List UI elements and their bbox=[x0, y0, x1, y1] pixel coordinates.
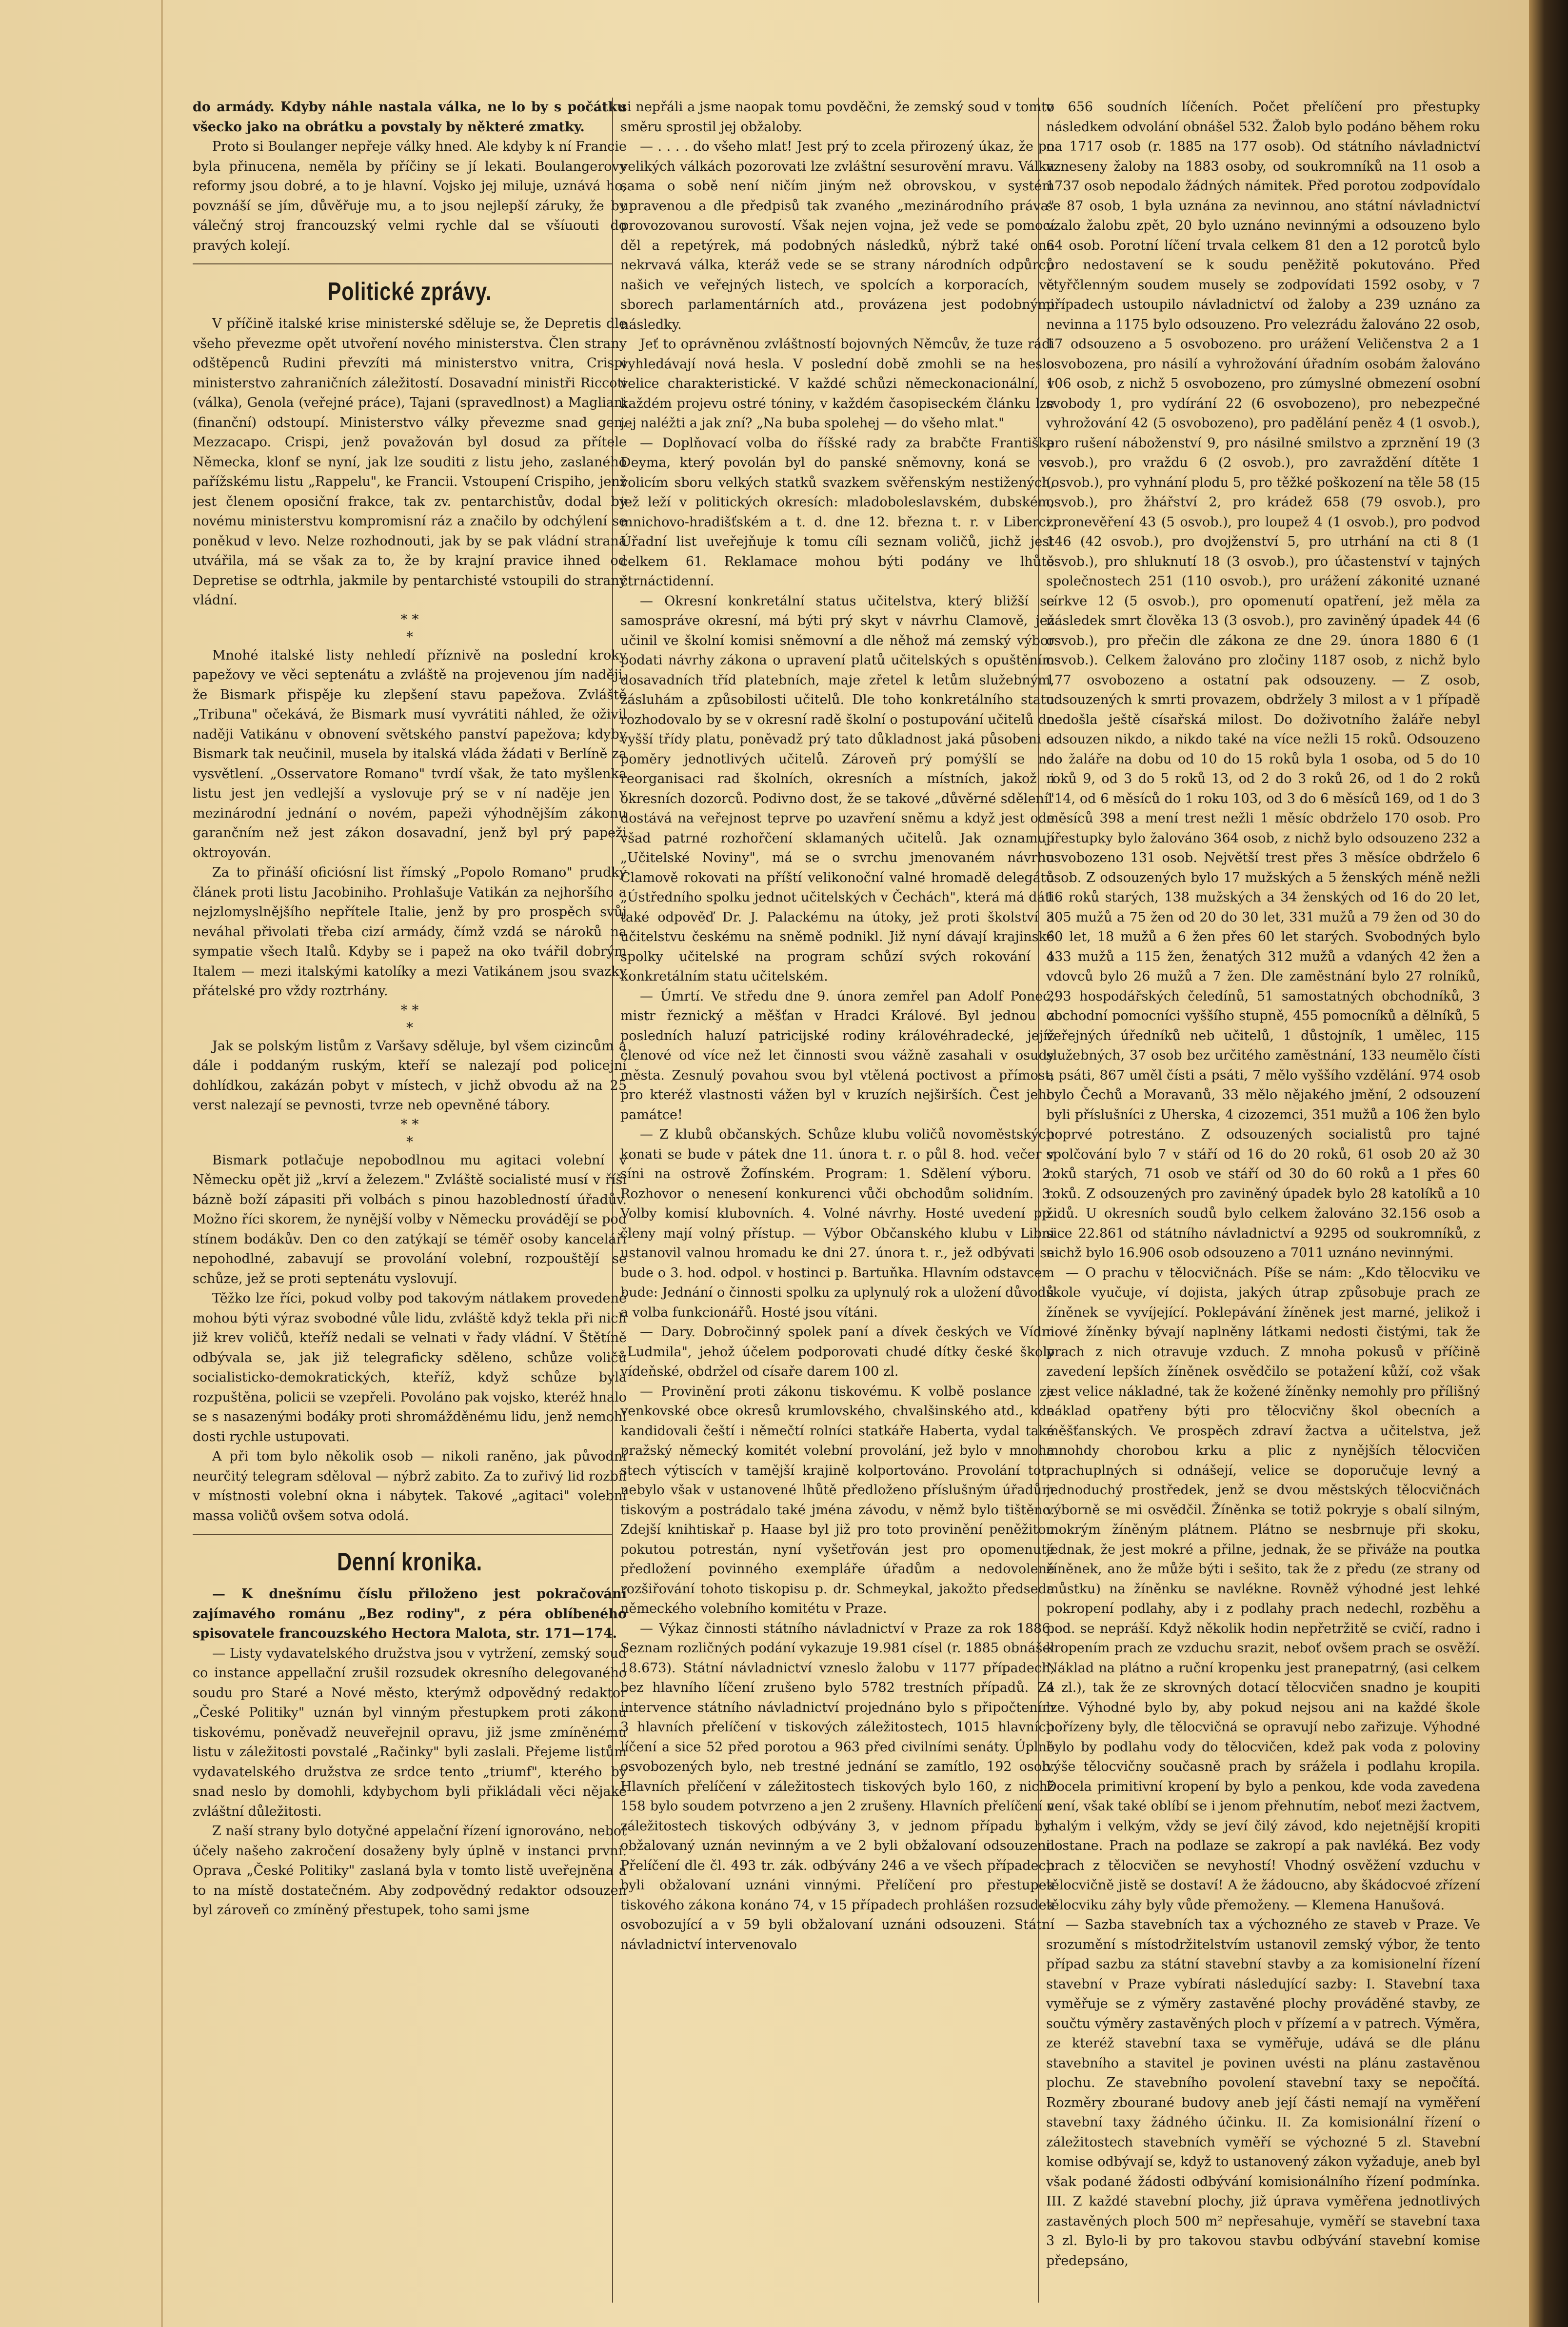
paragraph: A při tom bylo několik osob — nikoli raněno, jak původní neurčitý telegram sděloval — nýbrž zabito. Za to zuřivý lid rozbil v místnosti volební okna i nábytek. Takové „agitaci" volební massa voličů ovšem sotva odolá. bbox=[193, 1449, 627, 1524]
paragraph: V příčině italské krise ministerské sděluje se, že Depretis dle všeho převezme opět utvoření nového ministerstva. Člen strany odštěpenců Rudini převzíti má ministerstvo vnitra, Crispi ministerstvo zahraničních záležitostí. Dosavadní ministři Riccoti (válka), Genola (veřejné práce), Tajani (spravedlnost) a Magliani (finanční) odstoupí. Ministerstvo války převezme snad gen. Mezzacapo. Crispi, jenž považován byl dosud za přítele Německa, klonf se nyní, jak lze souditi z listu jeho, zaslaného pařížskému listu „Rappelu", ke Francii. Vstoupení Crispiho, jenž jest členem oposiční frakce, tak zv. pentarchistův, dodal by novému ministerstvu kompromisní ráz a značilo by odchýlení se poněkud v levo. Nelze rozhodnouti, jak by se pak vládní strana utvářila, má se však za to, že by krajní pravice ihned od Depretise se odtrhla, jakmile by pentarchisté vstoupili do strany vládní. bbox=[193, 316, 627, 608]
paragraph: Proto si Boulanger nepřeje války hned. Ale kdyby k ní Francie byla přinucena, neměla by příčiny se jí lekati. Boulangerovy reformy jsou dobré, a to je hlavní. Vojsko jej miluje, uznává ho, povznáší se jím, důvěřuje mu, a to jsou nejlepší záruky, že by válečný stroj francouzský velmi rychle dal se všíuouti do pravých kolejí. bbox=[193, 139, 627, 253]
paragraph: Z naší strany bylo dotyčné appelační řízení ignorováno, neboť účely našeho zakročení dosaženy byly úplně v instanci první. Oprava „České Politiky" zaslaná byla v tomto listě uveřejněna a to na místě dostatečném. Aby zodpovědný redaktor odsouzen byl zároveň co zmíněný přestupek, toho sami jsme bbox=[193, 1824, 627, 1918]
paragraph: Těžko lze říci, pokud volby pod takovým nátlakem provedené mohou býti výraz svobodné vůle lidu, zvláště když tekla při nich již krev voličů, kteříž nedali se velnati v řady vládní. V Štětíně odbývala se, jak již telegraficky sděleno, schůze voličů socialisticko-demokratických, kteříž, když schůze byla rozpuštěna, policii se vzepřeli. Povoláno pak vojsko, kteréž hnalo se s nasazenými bodáky proti shromážděnému lidu, jenž nemohl dosti rychle ustupovati. bbox=[193, 1291, 627, 1444]
paragraph: — Okresní konkretální status učitelstva, který bližší se samospráve okresní, má býti prý skyt v návrhu Clamově, jež učinil ve školní komisi sněmovní a dle něhož má zemský výbor podati návrhy zákona o upravení platů učitelských s opuštěním dosavadních tříd platebních, maje zřetel k letům služebným, zásluhám a způsobilosti učitelů. Dle toho konkretálního statu rozhodovalo by se v okresní radě školní o postupování učitelů do vyšší třídy platu, poněvadž prý tato důkladnost jaká působeni a poměry jednotlivých učitelů. Zároveň prý pomýšlí se na reorganisaci rad školních, okresních a místních, jakož i okresních dozorců. Podivno dost, že se takové „důvěrné sdělení" dostává na veřejnost teprve po uzavření sněmu a když jest ode všad patrné rozhořčení sklamaných učitelů. Jak oznamují „Učitelské Noviny", má se o svrchu jmenovaném návrhu Clamově rokovati na příští velikonoční valné hromadě delegátů „Ústředního spolku jednot učitelských v Čechách", která má dáti také odpověď Dr. J. Palackému na útoky, jež proti školství a učitelstvu českému na sněmě podnikl. Již nyní dávají krajinské spolky učitelské na program schůzí svých rokování o konkretálním statu učitelském. bbox=[620, 593, 1054, 984]
paragraph: — Výkaz činnosti státního návladnictví v Praze za rok 1886. Seznam rozličných podání vykazuje 19.981 císel (r. 1885 obnášel 18.673). Státní návladnictví vzneslo žalobu v 1177 případech, bez hlavního líčení zrušeno bylo 5782 trestních případů. Za intervence státního návladnictví projednáno bylo s připočtením 3 hlavních přelíčení v tiskových záležitostech, 1015 hlavních líčení a sice 52 před porotou a 963 před civilními senáty. Úplně osvobozených bylo, neb trestné jednání se zamítlo, 192 osob. Hlavních přelíčení v záležitostech tiskových bylo 160, z nichž 158 bylo soudem potvrzeno a jen 2 zrušeny. Hlavních přelíčení v záležitostech tiskových odbývány 3, v jednom případu byl obžalovaný uznán nevinným a ve 2 byli obžalovaní odsouzeni. Přelíčení dle čl. 493 tr. zák. odbývány 246 a ve všech případech byli obžalovaní uznáni vinnými. Přelíčení pro přestupek tiskového zákona konáno 74, v 15 případech prohlášen rozsudek osvobozující a v 59 byli obžalovaní uznáni odsouzeni. Státní návladnictví intervenovalo bbox=[620, 1621, 1054, 1952]
separator bbox=[193, 263, 612, 264]
paragraph: — Sazba stavebních tax a výchozného ze staveb v Praze. Ve srozumění s místodržitelstvím ustanovil zemský výbor, že tento případ sazbu za státní stavební stavby a za komisionelní řízení stavební v Praze vybírati následující sazby: I. Stavební taxa vyměřuje se z výměry zastavěné plochy prováděné stavby, ze součtu výměry zastavěných ploch v přízemí a v patrech. Výměra, ze kteréž stavební taxa se vyměřuje, udává se dle plánu stavebního a stavitel je povinen uvésti na plánu zastavěnou plochu. Ze stavebního povolení stavební taxy se nepočítá. Rozměry zbourané budovy aneb její části nemají na vyměření stavební taxy žádného účinku. II. Za komisionální řízení o záležitostech stavebních vyměří se výchozné 5 zl. Stavební komise odbývají se, když to ustanovený zákon vyžaduje, aneb byl však podané žádosti odbývání komisionálního řízení podmínka. III. Z každé stavební plochy, již úprava vyměřena jednotlivých zastavěných ploch 500 m² nepřesahuje, vyměří se stavební taxa 3 zl. Bylo-li by pro takovou stavbu odbývání stavební komise předepsáno, bbox=[1046, 1917, 1480, 2268]
paragraph: Bismark potlačuje nepobodlnou mu agitaci volební v Německu opět již „krví a železem." Zvláště socialisté musí v říši bázně boží zápasiti při volbách s pinou hazobledností úřadův. Možno říci skorem, že nynější volby v Německu provádějí se pod stínem bodákův. Den co den zatýkají se téměř osoby kanceláři nepohodlné, zabavují se provolání volební, rozpouštějí se schůze, jež se proti septenátu vyslovují. bbox=[193, 1152, 627, 1286]
paragraph: si nepřáli a jsme naopak tomu povděčni, že zemský soud v tomto směru sprostil jej obžaloby. bbox=[620, 100, 1054, 135]
paragraph: — Úmrtí. Ve středu dne 9. února zemřel pan Adolf Ponec, mistr řeznický a měšťan v Hradci Králové. Byl jednou z posledních haluzí patricijské rodiny královéhradecké, jejíž členové od více než let činnosti svou vážně zasahali v osudy města. Zesnulý povahou svou byl vtělená poctivost a přímost, pro kteréž vlastnosti vážen byl v kruzích nejširších. Čest jeho památce! bbox=[620, 988, 1054, 1123]
asterism: * * * bbox=[400, 611, 419, 645]
paragraph: — . . . . do všeho mlat! Jest prý to zcela přirozený úkaz, že po velikých válkách pozorovati lze zvláštní sesurovění mravu. Válka sama o sobě není ničím jiným než obrovskou, v systém upravenou a dle předpisů tak zvaného „mezinárodního práva" provozovanou surovostí. Však nejen vojna, jež vede se pomocí děl a repetýrek, má podobných následků, nýbrž také ona nekrvavá válka, kteráž vede se se strany národních odpůrců našich ve veřejných listech, ve spolcích a korporacích, ve sborech parlamentárních atd., provázena jest podobnými následky. bbox=[620, 139, 1054, 332]
paragraph: Mnohé italské listy nehledí příznivě na poslední kroky papežovy ve věci septenátu a zvláště na projevenou jím naději, že Bismark přispěje ku zlepšení stavu papežova. Zvláště „Tribuna" očekává, že Bismark musí vyvrátiti náhled, že oživil naději Vatikánu v obnovení světského panství papežova; kdyby Bismark tak neučinil, musela by italská vláda žádati v Berlíně za vysvětlení. „Osservatore Romano" tvrdí však, že tato myšlenka listu jest jen vedlejší a vyslovuje prý se v ní naděje jen v mezinárodní jednání o novém, papeži výhodnějším zákonu garančním než jest zákon dosavadní, jenž byl prý papeži oktroyován. bbox=[193, 647, 627, 861]
asterism: * * * bbox=[400, 1116, 419, 1150]
column-3 bbox=[1046, 98, 1480, 2293]
paragraph: — Provinění proti zákonu tiskovému. K volbě poslance za venkovské obce okresů krumlovského, chvalšinského atd., kde kandidovali čeští i němečtí rolníci statkáře Haberta, vydal také pražský německý komitét volební provolání, jež bylo v mnoha stech výtiscích v tamější krajině kolportováno. Provolání toto nebylo však v ustanovené lhůtě předloženo příslušným úřadům tiskovým a postrádalo také jména závodu, v němž bylo tištěno. Zdejší knihtiskař p. Haase byl již pro toto provinění peněžitou pokutou potrestán, nyní vyšetřován jest pro opomenuté předložení povinného exempláře úřadům a nedovolené rozšiřování tohoto tiskopisu p. dr. Schmeykal, jakožto předseda německého volebního komitétu v Praze. bbox=[620, 1384, 1054, 1616]
paragraph: — K dnešnímu číslu přiloženo jest pokračování zajímavého románu „Bez rodiny", z péra oblíbeného spisovatele francouzského Hectora Malota, str. 171—174. bbox=[193, 1586, 627, 1641]
section-heading-denni-kronika: Denní kronika. bbox=[337, 1548, 482, 1576]
paragraph: Za to přináší oficiósní list římský „Popolo Romano" prudký článek proti listu Jacobiniho. Prohlašuje Vatikán za nejhoršího a nejzlomyslnějšího nepřítele Italie, jenž by pro prospěch svůj neváhal přivolati třeba cizí armády, čímž vzdá se nároků na sympatie všech Italů. Kdyby se i papež na oko tvářil dobrým Italem — mezi italskými katolíky a mezi Vatikánem jsou svazky přátelské pro vždy roztrhány. bbox=[193, 865, 627, 999]
paragraph: — Dary. Dobročinný spolek paní a dívek českých ve Vídni „Ludmila", jehož účelem podporovati chudé dítky české školy vídeňské, obdržel od císaře darem 100 zl. bbox=[620, 1324, 1054, 1379]
paragraph: — Doplňovací volba do říšské rady za brabčte Františka Deyma, který povolán byl do panské sněmovny, koná se ve volicím sboru velkých statků svazkem svěřenským nestižených, jež leží v politických okresích: mladoboleslavském, dubském, mnichovo-hradišťském a t. d. dne 12. března t. r. v Liberci. Úřadní list uveřejňuje k tomu cíli seznam voličů, jichž jest celkem 61. Reklamace mohou býti podány ve lhůtě čtrnáctidenní. bbox=[620, 435, 1054, 589]
section-heading-politicke-zpravy: Politické zprávy. bbox=[327, 278, 492, 306]
paragraph: Jeť to oprávněnou zvláštností bojovných Němcův, že tuze rádi vyhledávají nová hesla. V poslední době zmohli se na heslo velice charakteristické. V každé schůzi německonacionální, v každém projevu ostré tóniny, v každém časopiseckém článku lze jej naléžti a jak zní? „Na buba spolehej — do všeho mlat." bbox=[620, 337, 1054, 431]
page-margin-line bbox=[161, 0, 163, 2327]
paragraph: — Z klubů občanských. Schůze klubu voličů novoměstských konati se bude v pátek dne 11. února t. r. o půl 8. hod. večer v síni na ostrově Žofínském. Program: 1. Sdělení výboru. 2. Rozhovor o nenesení konkurenci vůči obchodům solidním. 3. Volby komisí klubovních. 4. Volné návrhy. Hosté uvedení pp. členy mají volný přístup. — Výbor Občanského klubu v Libni ustanovil valnou hromadu ke dni 27. února t. r., jež odbývati se bude o 3. hod. odpol. v hostinci p. Bartuňka. Hlavním odstavcem bude: Jednání o činnosti spolku za uplynulý rok a uložení důvodů a volba funkcionářů. Hosté jsou vítáni. bbox=[620, 1127, 1054, 1320]
column-2 bbox=[620, 98, 1054, 2293]
asterism: * * * bbox=[400, 1002, 419, 1036]
paragraph: do armády. Kdyby náhle nastala válka, ne lo by s počátku všecko jako na obrátku a povstaly by některé zmatky. bbox=[193, 100, 627, 135]
column-1 bbox=[193, 98, 627, 2293]
paragraph: — Listy vydavatelského družstva jsou v vytržení, zemský soud co instance appellační zrušil rozsudek okresního delegovaného soudu pro Staré a Nové město, kterýmž odpovědný redaktor „České Politiky" uznán byl vinným přestupkem proti zákonu tiskovému, poněvadž neuveřejnil opravu, již jsme zmíněnému listu v záležitosti povstalé „Račinky" byli zaslali. Přejeme listům vydavatelského družstva ze srdce tento „triumf", kterého by snad neslo by domohli, kdybychom byli přikládali věci nějaké zvláštní důležitosti. bbox=[193, 1645, 627, 1819]
separator bbox=[193, 1534, 612, 1535]
paragraph: Jak se polským listům z Varšavy sděluje, byl všem cizincům a dále i poddaným ruským, kteří se nalezají pod policejní dohlídkou, zakázán pobyt v místech, v jichž obvodu až na 25 verst nalezají se pevnosti, tvrze neb opevněné tábory. bbox=[193, 1038, 627, 1113]
paragraph: — O prachu v tělocvičnách. Píše se nám: „Kdo tělocviku ve škole vyučuje, ví dojista, jakých útrap způsobuje prach ze žíněnek se vyvíjející. Poklepávání žíněnek jest marné, jelikož i nové žíněnky bývají naplněny látkami nedosti čistými, tak že prach z nich otravuje vzduch. Z mnoha pokusů v příčině zavedení lepších žíněnek osvědčilo se potažení kůží, což však jest velice nákladné, tak že kožené žíněnky nemohly pro přílišný náklad opatřeny býti pro tělocvičny škol obecních a měšťanských. Ve prospěch zdraví žactva a učitelstva, jež mnohdy chorobou krku a plic z nynějších tělocvičen prachuplných si odnášejí, velice se doporučuje levný a jednoduchý prostředek, jenž se dvou městských tělocvičnách výborně se mi osvědčil. Žíněnka se totiž pokryje s obalí silným, mokrým žíněným plátnem. Plátno se nesbrnuje při skoku, jednak, že jest mokré a přilne, jednak, že se přiváže na poutka žíněnek, ano že může býti i sešito, tak že z předu (ze strany od můstku) na žíněnku se navlékne. Rovněž výhodné jest lehké pokropení podlahy, aby i z podlahy prach nedechl, rozběhu a pod. se nepráší. Když několik hodin nepřetržitě se cvičí, radno i kropením prach ze vzduchu srazit, neboť ovšem prach se osvěží. Náklad na plátno a ruční kropenku jest pranepatrný, (asi celkem 4 zl.), tak že ze skrovných dotací tělocvičen snadno je koupiti lze. Výhodné bylo by, aby pokud nejsou ani na každé škole pořízeny byly, dle tělocvičná se opravují nebo zařizuje. Výhodné bylo by podlahu vody do tělocvičen, kdež pak voda z poloviny výše tělocvičny současně prach by srážela i podlahu kropila. Docela primitivní kropení by bylo a penkou, kde voda zavedena není, však také oblíbí se i jenom přehnutím, neboť mezi žactvem, malým i velkým, vždy se jeví čilý závod, kdo nejetnější kropiti dostane. Prach na podlaze se zakropí a pak navléká. Bez vody prach z tělocvičen se nevyhostí! Vhodný osvěžení vzduchu v tělocvičně jistě se dostaví! A že žádoucno, aby škádocvoé zřízení tělocviku záhy byly vůde přemoženy. — Klemena Hanušová. bbox=[1046, 1265, 1480, 1913]
paragraph: v 656 soudních líčeních. Počet přelíčení pro přestupky následkem odvolání obnášel 532. Žalob bylo podáno během roku na 1717 osob (r. 1885 na 177 osob). Od státního návladnictví vzneseny žaloby na 1883 osoby, od soukromníků na 11 osob a 1737 osob nepodalo žádných námitek. Před porotou zodpovídalo se 87 osob, 1 byla uznána za nevinnou, ano státní návladnictví vzalo žalobu zpět, 20 bylo uznáno nevinnými a odsouzeno bylo 64 osob. Porotní líčení trvala celkem 81 den a 12 porotců bylo pro nedostavení se k soudu peněžitě pokutováno. Před čtyřčlenným soudem musely se zodpovídati 1592 osoby, v 7 případech ustoupilo návladnictví od žaloby a 239 uznáno za nevinna a 1175 bylo odsouzeno. Pro velezrádu žalováno 22 osob, 17 odsouzeno a 5 osvobozeno. pro urážení Veličenstva 2 a 1 osvobozena, pro násilí a vyhrožování úřadním osobám žalováno 106 osob, z nichž 5 osvobozeno, pro zúmyslné obmezení osobní svobody 1, pro vydírání 22 (6 osvobozeno), pro nebezpečné vyhrožování 42 (5 osvobozeno), pro padělání peněz 4 (1 osvob.), pro rušení náboženství 9, pro násilné smilstvo a zprznění 19 (3 osvob.), pro vraždu 6 (2 osvob.), pro zavraždění dítěte 1 (osvob.), pro vyhnání plodu 5, pro těžké poškození na těle 58 (15 osvob.), pro žhářství 2, pro krádež 658 (79 osvob.), pro zpronevěření 43 (5 osvob.), pro loupež 4 (1 osvob.), pro podvod 146 (42 osvob.), pro dvojženství 5, pro utrhání na cti 8 (1 osvob.), pro shluknutí 18 (3 osvob.), pro účastenství v tajných společnostech 251 (110 osvob.), pro urážení zákonité uznané církve 12 (5 osvob.), pro opomenutí opatření, jež měla za následek smrt člověka 13 (3 osvob.), pro zaviněný úpadek 44 (6 osvob.), pro přečin dle zákona ze dne 29. února 1880 6 (1 osvob.). Celkem žalováno pro zločiny 1187 osob, z nichž bylo 177 osvobozeno a ostatní pak odsouzeny. — Z osob, odsouzených k smrti provazem, obdržely 3 milost a v 1 případě nedošla ještě císařská milost. Do doživotního žaláře nebyl odsouzen nikdo, a nikdo také na více nežli 15 roků. Odsouzeno do žaláře na dobu od 10 do 15 roků byla 1 osoba, od 5 do 10 roků 9, od 3 do 5 roků 13, od 2 do 3 roků 26, od 1 do 2 roků 114, od 6 měsíců do 1 roku 103, od 3 do 6 měsíců 169, od 1 do 3 měsíců 398 a mení trest nežli 1 měsíc obdrželo 170 osob. Pro přestupky bylo žalováno 364 osob, z nichž bylo odsouzeno 232 a osvobozeno 131 osob. Největší trest přes 3 měsíce obdrželo 6 osob. Z odsouzených bylo 17 mužských a 5 ženských méně nežli 16 roků starých, 138 mužských a 34 ženských od 16 do 20 let, 305 mužů a 75 žen od 20 do 30 let, 331 mužů a 79 žen od 30 do 60 let, 18 mužů a 6 žen přes 60 let starých. Svobodných bylo 433 mužů a 115 žen, ženatých 312 mužů a vdaných 42 žen a vdovců bylo 26 mužů a 7 žen. Dle zaměstnání bylo 27 rolníků, 293 hospodářských čeledínů, 51 samostatných obchodníků, 3 obchodní pomocníci vyššího stupně, 455 pomocníků a dělníků, 5 veřejných úředníků neb učitelů, 1 důstojník, 1 umělec, 115 služebných, 37 osob bez určitého zaměstnání, 133 neumělo čísti a psáti, 867 uměl čísti a psáti, 7 mělo vyššího vzdělání. 974 osob bylo Čechů a Moravanů, 33 mělo nějakého jmění, 2 odsouzení byli příslušníci z Uherska, 4 cizozemci, 351 mužů a 106 žen bylo poprvé potrestáno. Z odsouzených socialistů pro tajné spolčování bylo 7 v stáří od 16 do 20 roků, 61 osob 20 až 30 roků starých, 71 osob ve stáří od 30 do 60 roků a 1 přes 60 roků. Z odsouzených pro zaviněný úpadek bylo 28 katolíků a 10 židů. U okresních soudů bylo celkem žalováno 32.156 osob a sice 22.861 od státního návladnictví a 9295 od soukromníků, z nichž bylo 16.906 osob odsouzeno a 7011 uznáno nevinnými. bbox=[1046, 100, 1480, 1261]
binding-edge bbox=[1529, 0, 1568, 2327]
